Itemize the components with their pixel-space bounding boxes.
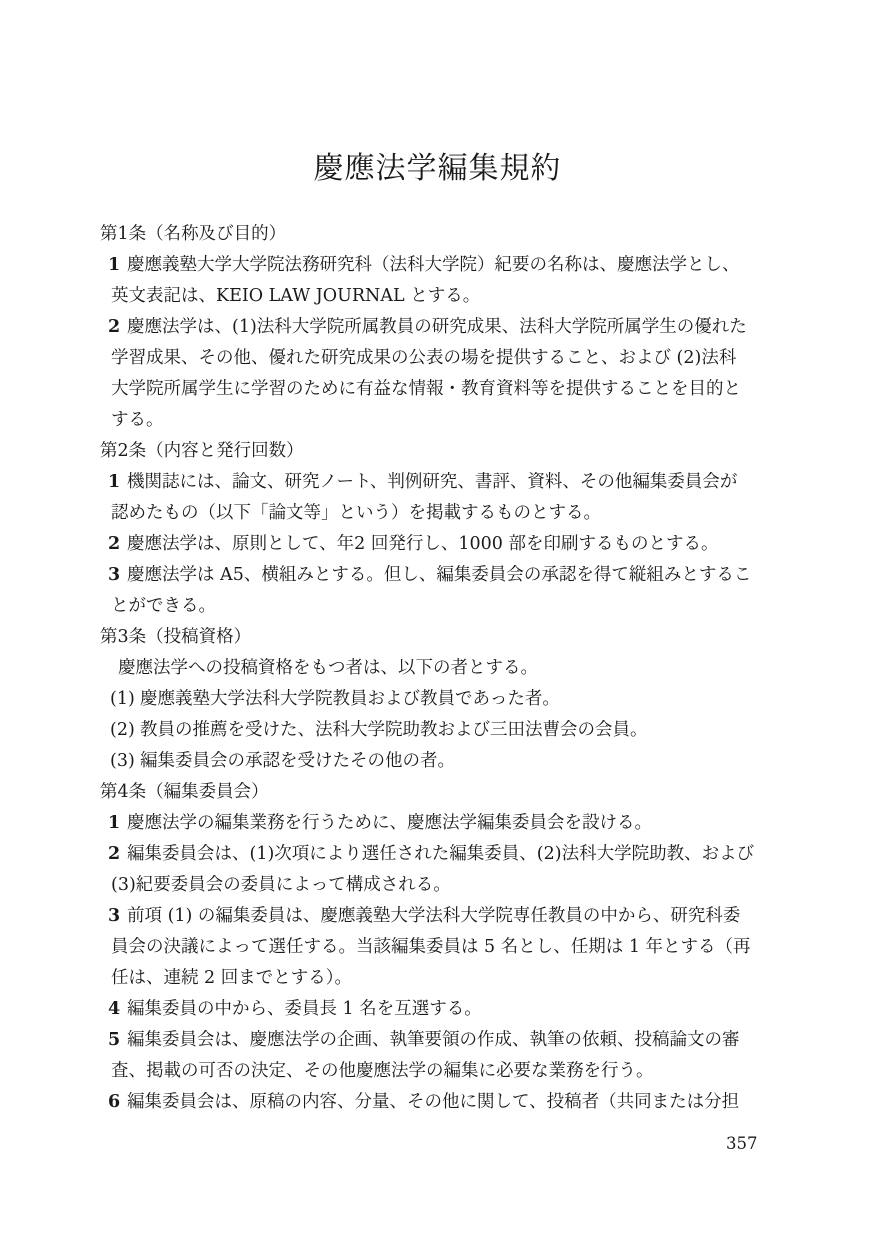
page-number: 357 bbox=[726, 1134, 758, 1153]
line-text: 機関誌には、論文、研究ノート、判例研究、書評、資料、その他編集委員会が bbox=[127, 472, 738, 492]
line-text: 第4条（編集委員会） bbox=[100, 782, 269, 802]
numbered-item bbox=[100, 312, 800, 343]
item-number: 4 bbox=[108, 999, 121, 1019]
line-text: 編集委員の中から、委員長 1 名を互選する。 bbox=[127, 999, 482, 1019]
line-text: 慶應義塾大学法科大学院教員および教員であった者。 bbox=[140, 689, 560, 709]
line-text: 慶應法学への投稿資格をもつ者は、以下の者とする。 bbox=[118, 658, 538, 678]
paren-numbered-item bbox=[100, 746, 800, 777]
line-text: 編集委員会の承認を受けたその他の者。 bbox=[140, 751, 455, 771]
line-text: 英文表記は、KEIO LAW JOURNAL とする。 bbox=[111, 286, 481, 306]
continuation-line bbox=[100, 405, 800, 436]
item-number: 3 bbox=[108, 906, 121, 926]
paren-number: (2) bbox=[110, 720, 135, 740]
numbered-item bbox=[100, 901, 800, 932]
continuation-line bbox=[100, 1056, 800, 1087]
article-heading bbox=[100, 219, 800, 250]
line-text: 第1条（名称及び目的） bbox=[100, 224, 287, 244]
continuation-line bbox=[100, 932, 800, 963]
item-number: 1 bbox=[108, 813, 121, 833]
line-text: 学習成果、その他、優れた研究成果の公表の場を提供すること、および (2)法科 bbox=[111, 348, 737, 368]
line-text: 第3条（投稿資格） bbox=[100, 627, 252, 647]
continuation-line bbox=[100, 498, 800, 529]
paren-number: (1) bbox=[110, 689, 135, 709]
item-number: 2 bbox=[108, 317, 121, 337]
line-text: 慶應法学は、(1)法科大学院所属教員の研究成果、法科大学院所属学生の優れた bbox=[127, 317, 747, 337]
numbered-item bbox=[100, 250, 800, 281]
continuation-line bbox=[100, 374, 800, 405]
line-text: 教員の推薦を受けた、法科大学院助教および三田法曹会の会員。 bbox=[140, 720, 648, 740]
continuation-line bbox=[100, 281, 800, 312]
numbered-item bbox=[100, 1025, 800, 1056]
line-text: 編集委員会は、慶應法学の企画、執筆要領の作成、執筆の依頼、投稿論文の審 bbox=[127, 1030, 740, 1050]
numbered-item bbox=[100, 808, 800, 839]
item-number: 2 bbox=[108, 534, 121, 554]
line-text: 大学院所属学生に学習のために有益な情報・教育資料等を提供することを目的と bbox=[111, 379, 741, 399]
line-text: 慶應法学は、原則として、年2 回発行し、1000 部を印刷するものとする。 bbox=[127, 534, 719, 554]
paren-numbered-item bbox=[100, 715, 800, 746]
paren-number: (3) bbox=[110, 751, 135, 771]
paren-numbered-item bbox=[100, 684, 800, 715]
line-text: 慶應義塾大学大学院法務研究科（法科大学院）紀要の名称は、慶應法学とし、 bbox=[127, 255, 740, 275]
numbered-item bbox=[100, 1087, 800, 1118]
line-text: 員会の決議によって選任する。当該編集委員は 5 名とし、任期は 1 年とする（再 bbox=[111, 937, 751, 957]
numbered-item bbox=[100, 529, 800, 560]
line-text: 慶應法学の編集業務を行うために、慶應法学編集委員会を設ける。 bbox=[127, 813, 652, 833]
continuation-line bbox=[100, 343, 800, 374]
line-text: する。 bbox=[111, 410, 164, 430]
line-text: とができる。 bbox=[111, 596, 216, 616]
numbered-item bbox=[100, 994, 800, 1025]
paragraph-line bbox=[100, 653, 800, 684]
line-text: 編集委員会は、(1)次項により選任された編集委員、(2)法科大学院助教、および bbox=[127, 844, 755, 864]
numbered-item bbox=[100, 560, 800, 591]
item-number: 6 bbox=[108, 1092, 121, 1112]
numbered-item bbox=[100, 839, 800, 870]
document-body bbox=[100, 219, 800, 1118]
article-heading bbox=[100, 436, 800, 467]
line-text: 慶應法学は A5、横組みとする。但し、編集委員会の承認を得て縦組みとするこ bbox=[127, 565, 752, 585]
item-number: 1 bbox=[108, 255, 121, 275]
line-text: 認めたもの（以下「論文等」という）を掲載するものとする。 bbox=[111, 503, 601, 523]
line-text: 査、掲載の可否の決定、その他慶應法学の編集に必要な業務を行う。 bbox=[111, 1061, 654, 1081]
line-text: 前項 (1) の編集委員は、慶應義塾大学法科大学院専任教員の中から、研究科委 bbox=[127, 906, 741, 926]
article-heading bbox=[100, 622, 800, 653]
line-text: 編集委員会は、原稿の内容、分量、その他に関して、投稿者（共同または分担 bbox=[127, 1092, 740, 1112]
line-text: 任は、連続 2 回までとする）。 bbox=[111, 968, 353, 988]
item-number: 2 bbox=[108, 844, 121, 864]
line-text: 第2条（内容と発行回数） bbox=[100, 441, 304, 461]
continuation-line bbox=[100, 963, 800, 994]
continuation-line bbox=[100, 870, 800, 901]
numbered-item bbox=[100, 467, 800, 498]
item-number: 1 bbox=[108, 472, 121, 492]
continuation-line bbox=[100, 591, 800, 622]
item-number: 5 bbox=[108, 1030, 121, 1050]
page-title: 慶應法学編集規約 bbox=[313, 151, 562, 186]
item-number: 3 bbox=[108, 565, 121, 585]
line-text: (3)紀要委員会の委員によって構成される。 bbox=[111, 875, 451, 895]
article-heading bbox=[100, 777, 800, 808]
